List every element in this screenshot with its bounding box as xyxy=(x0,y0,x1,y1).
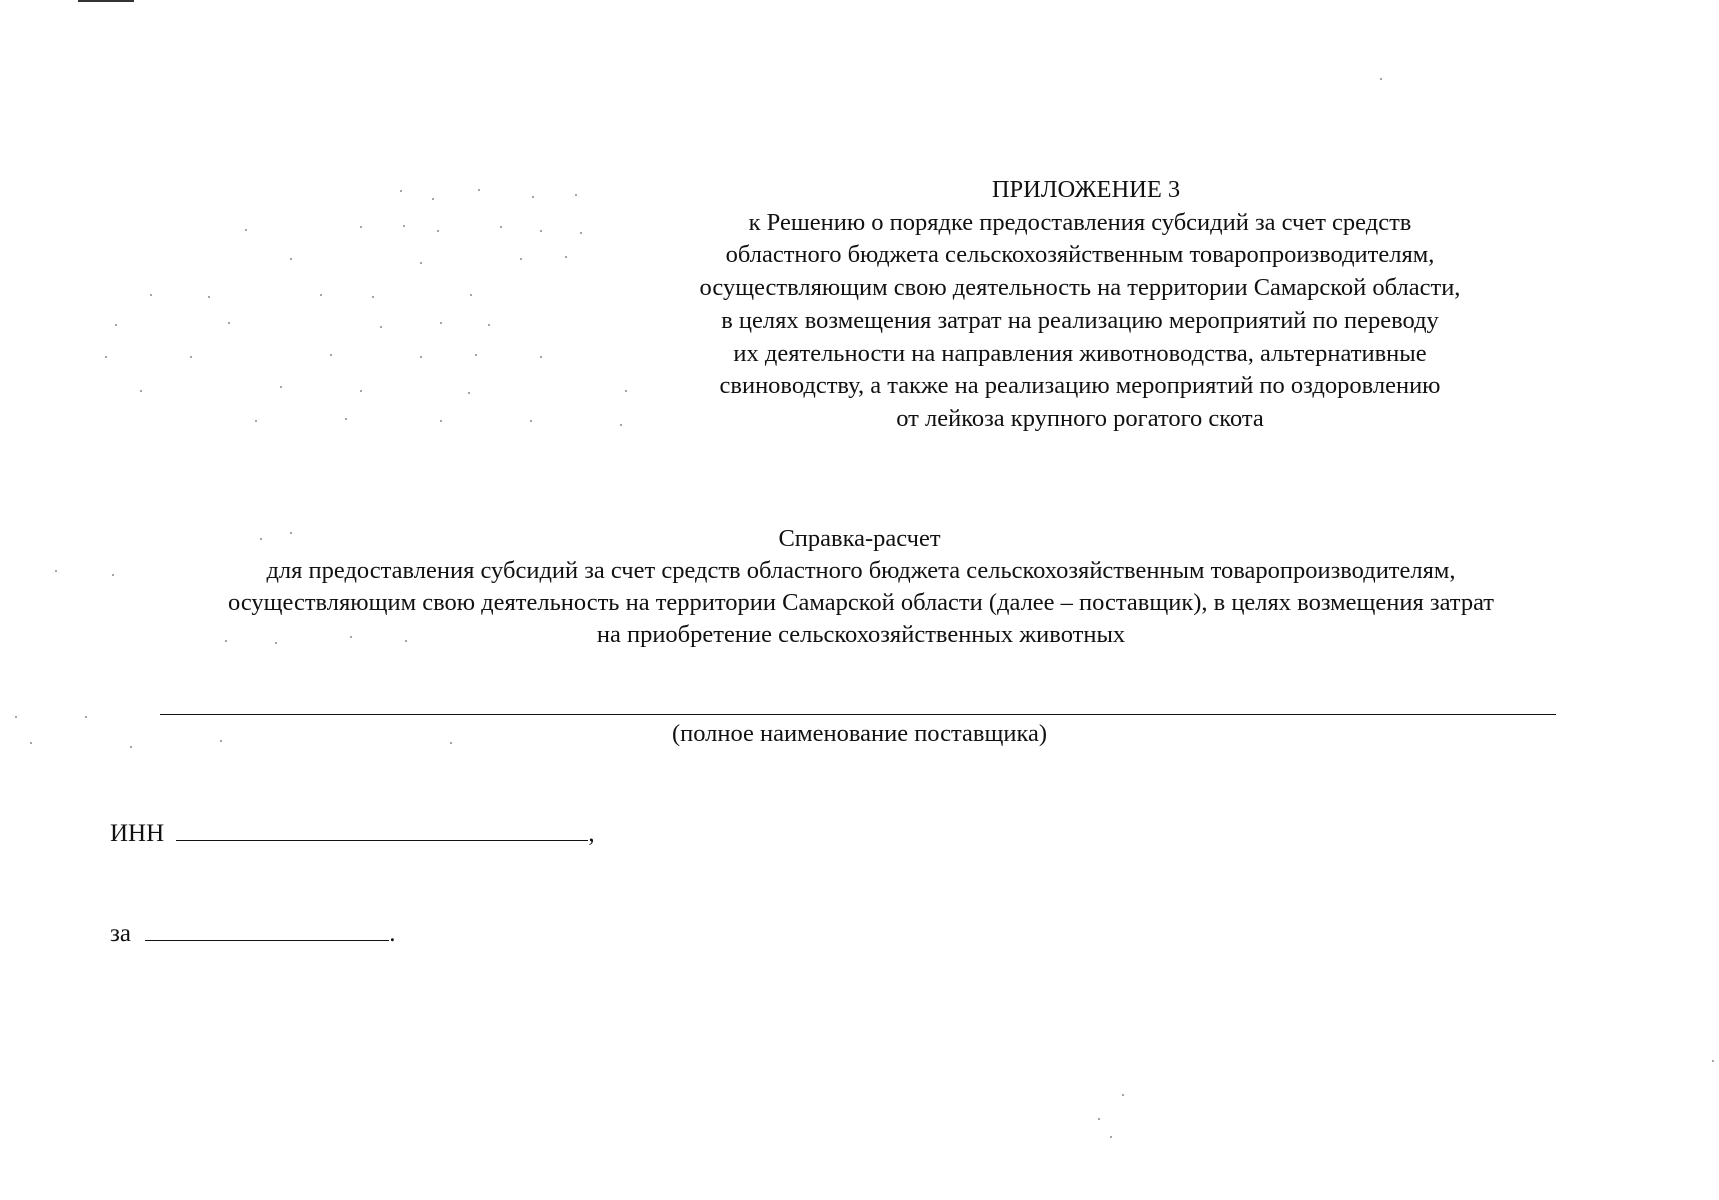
calculation-description xyxy=(96,555,1626,651)
inn-comma: , xyxy=(588,820,595,847)
inn-label: ИНН xyxy=(110,820,165,847)
calculation-line: на приобретение сельскохозяйственных животных xyxy=(596,621,1126,648)
appendix-title: ПРИЛОЖЕНИЕ 3 xyxy=(991,176,1181,203)
supplier-name-caption: (полное наименование поставщика) xyxy=(671,720,1048,747)
appendix-line: к Решению о порядке предоставления субсидий за счет средств xyxy=(748,208,1412,236)
calculation-line: для предоставления субсидий за счет средств областного бюджета сельскохозяйственным товаропроизводителям, xyxy=(266,557,1456,584)
calculation-line: осуществляющим свою деятельность на территории Самарской области (далее – поставщик), в целях возмещения затрат xyxy=(227,589,1495,616)
appendix-block xyxy=(620,174,1540,436)
period-field[interactable] xyxy=(145,918,389,941)
appendix-line: в целях возмещения затрат на реализацию мероприятий по переводу xyxy=(721,306,1439,334)
appendix-line: областного бюджета сельскохозяйственным товаропроизводителям, xyxy=(725,241,1435,269)
supplier-name-field[interactable] xyxy=(160,714,1556,715)
inn-row xyxy=(110,818,595,850)
period-dot: . xyxy=(389,920,396,947)
scan-corner-mark xyxy=(78,0,134,2)
period-row xyxy=(110,918,395,950)
inn-field[interactable] xyxy=(176,818,588,841)
appendix-line: осуществляющим свою деятельность на территории Самарской области, xyxy=(699,274,1461,302)
period-label: за xyxy=(110,920,131,947)
appendix-line: их деятельности на направления животноводства, альтернативные xyxy=(733,339,1427,367)
appendix-line: свиноводству, а также на реализацию мероприятий по оздоровлению xyxy=(719,372,1441,400)
calculation-heading: Справка-расчет xyxy=(778,525,941,552)
appendix-line: от лейкоза крупного рогатого скота xyxy=(896,404,1264,432)
